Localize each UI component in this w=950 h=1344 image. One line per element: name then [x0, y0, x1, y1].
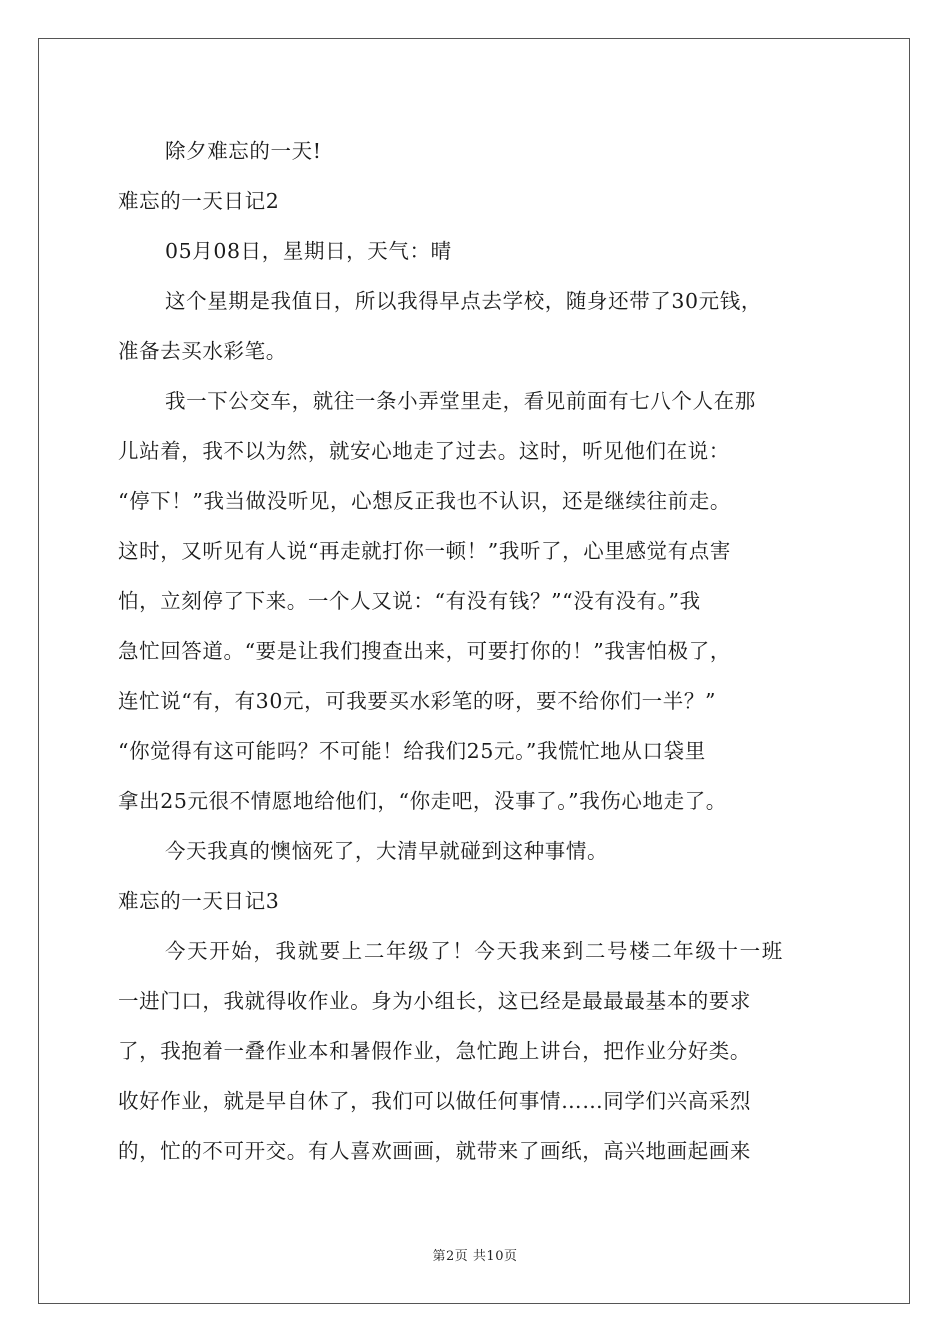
paragraph-line: 除夕难忘的一天!: [165, 139, 322, 163]
paragraph-line: 我一下公交车，就往一条小弄堂里走，看见前面有七八个人在那: [165, 389, 756, 413]
paragraph-line: 准备去买水彩笔。: [118, 339, 287, 363]
diary-date-line: 05月08日，星期日，天气：晴: [165, 239, 452, 263]
paragraph-line: 今天我真的懊恼死了，大清早就碰到这种事情。: [165, 839, 609, 863]
paragraph-line: 今天开始，我就要上二年级了！今天我来到二号楼二年级十一班: [165, 939, 784, 963]
paragraph-line: “你觉得有这可能吗？不可能！给我们25元。”我慌忙地从口袋里: [118, 739, 706, 763]
paragraph-line: 了，我抱着一叠作业本和暑假作业，急忙跑上讲台，把作业分好类。: [118, 1039, 751, 1063]
document-body: [118, 126, 836, 1176]
paragraph-line: 一进门口，我就得收作业。身为小组长，这已经是最最最基本的要求: [118, 989, 751, 1013]
paragraph-line: 连忙说“有，有30元，可我要买水彩笔的呀，要不给你们一半？”: [118, 689, 717, 713]
paragraph-line: 儿站着，我不以为然，就安心地走了过去。这时，听见他们在说：: [118, 439, 730, 463]
paragraph-line: 这个星期是我值日，所以我得早点去学校，随身还带了30元钱，: [165, 289, 762, 313]
paragraph-line: 怕，立刻停了下来。一个人又说：“有没有钱？”“没有没有。”我: [118, 589, 701, 613]
paragraph-line: 这时，又听见有人说“再走就打你一顿！”我听了，心里感觉有点害: [118, 539, 731, 563]
paragraph-line: 拿出25元很不情愿地给他们，“你走吧，没事了。”我伤心地走了。: [118, 789, 727, 813]
paragraph-line: 的，忙的不可开交。有人喜欢画画，就带来了画纸，高兴地画起画来: [118, 1139, 751, 1163]
page-number-footer: 第2页 共10页: [432, 1249, 518, 1264]
paragraph-line: “停下！”我当做没听见，心想反正我也不认识，还是继续往前走。: [118, 489, 731, 513]
paragraph-line: 收好作业，就是早自休了，我们可以做任何事情……同学们兴高采烈: [118, 1089, 751, 1113]
section-heading: 难忘的一天日记2: [118, 189, 280, 213]
section-heading: 难忘的一天日记3: [118, 889, 280, 913]
paragraph-line: 急忙回答道。“要是让我们搜查出来，可要打你的！”我害怕极了，: [118, 639, 731, 663]
